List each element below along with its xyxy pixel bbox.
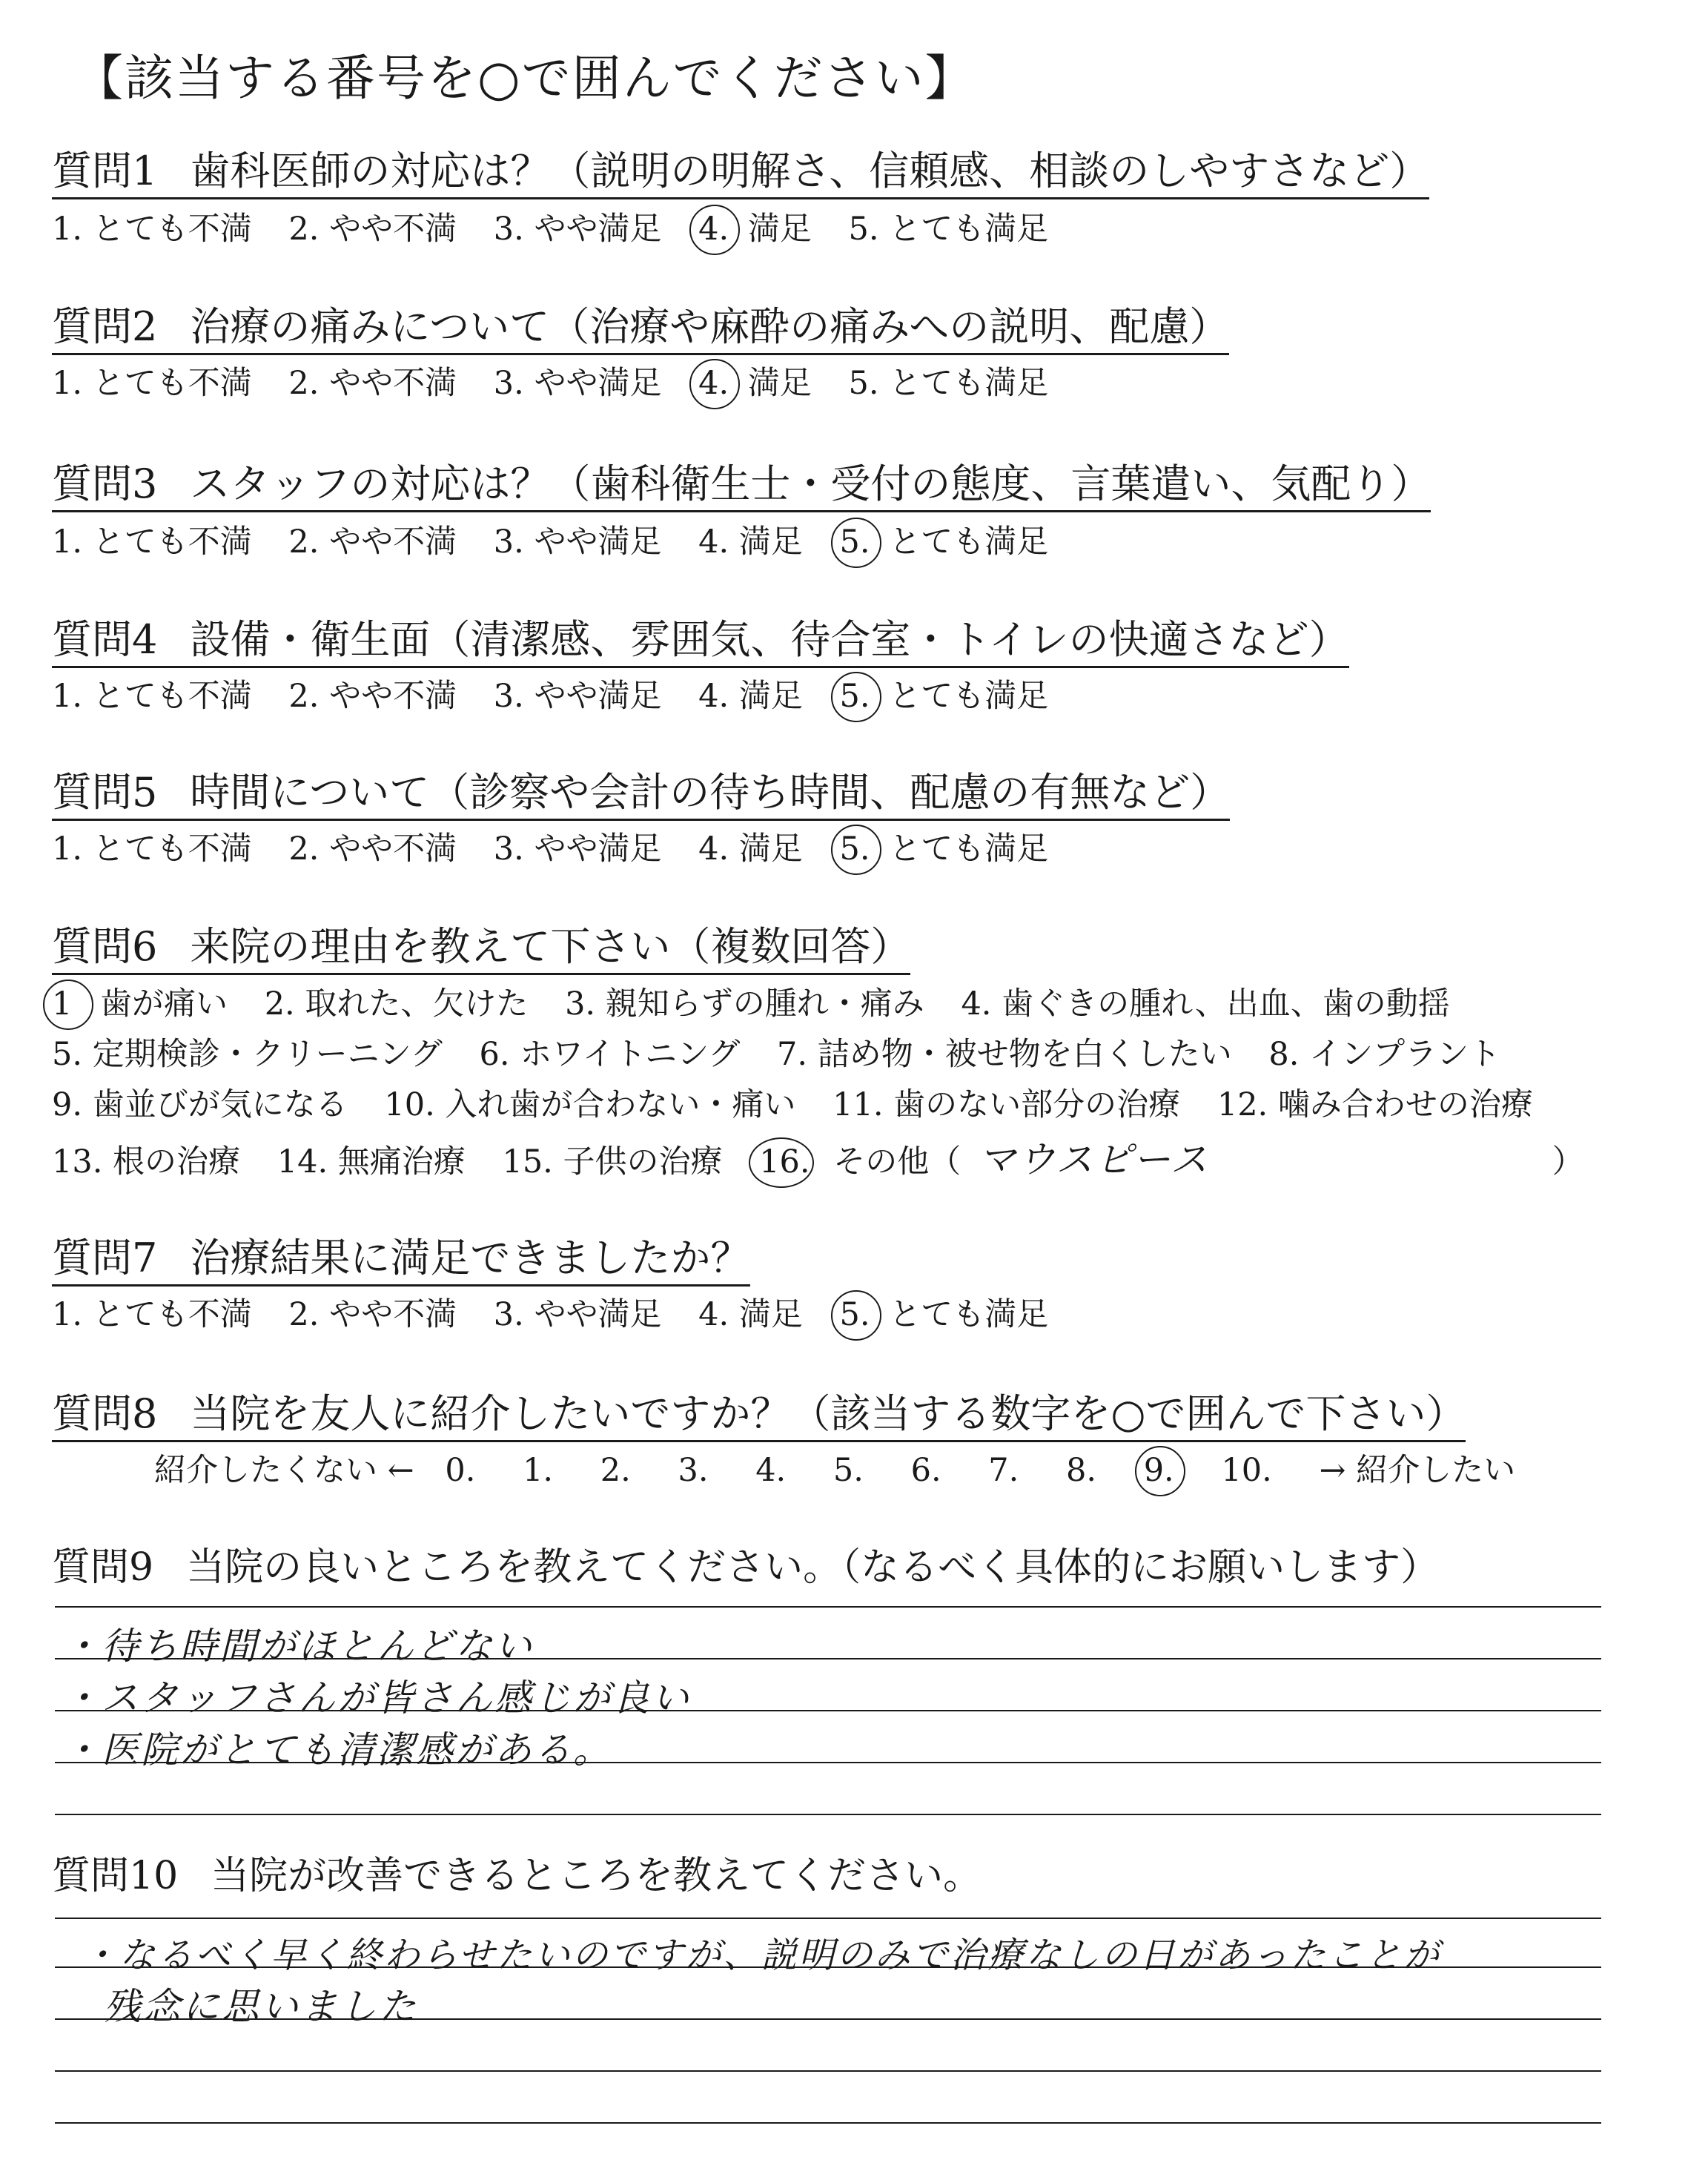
option-1[interactable]: 1. とても不満 [52, 1296, 252, 1333]
option-4[interactable]: 4. 満足 [698, 678, 803, 715]
question-8-text: 当院を友人に紹介したいですか？（該当する数字を○で囲んで下さい） [190, 1390, 1466, 1437]
option-5-selected[interactable]: 5. [839, 1296, 870, 1333]
option-3[interactable]: 3. やや満足 [493, 1296, 662, 1333]
question-4-text: 設備・衛生面（清潔感、雰囲気、待合室・トイレの快適さなど） [190, 616, 1349, 663]
reason-9[interactable]: 9. 歯並びが気になる [52, 1086, 348, 1123]
option-5-label: とても満足 [889, 678, 1049, 715]
option-2[interactable]: 2. やや不満 [288, 1296, 457, 1333]
question-10-text: 当院が改善できるところを教えてください。 [211, 1854, 982, 1898]
reason-other-label: その他（ [833, 1143, 961, 1180]
option-3[interactable]: 3. やや満足 [493, 524, 662, 561]
question-4-heading [52, 616, 1349, 668]
option-5-label: とても満足 [889, 830, 1049, 868]
option-5[interactable]: 5. とても満足 [848, 365, 1049, 402]
reason-12[interactable]: 12. 噛み合わせの治療 [1217, 1086, 1533, 1123]
question-1-options [52, 211, 1075, 248]
option-5-selected[interactable]: 5. [839, 678, 870, 715]
reason-13[interactable]: 13. 根の治療 [52, 1143, 241, 1180]
question-2-heading [52, 303, 1230, 355]
question-4-label: 質問4 [52, 616, 158, 663]
option-2[interactable]: 2. やや不満 [288, 524, 457, 561]
scale-8[interactable]: 8. [1066, 1452, 1097, 1489]
question-5-label: 質問5 [52, 769, 158, 816]
option-3[interactable]: 3. やや満足 [493, 830, 662, 868]
scale-3[interactable]: 3. [678, 1452, 709, 1489]
option-4-label: 満足 [747, 211, 812, 248]
question-7-text: 治療結果に満足できましたか？ [190, 1235, 751, 1281]
reason-11[interactable]: 11. 歯のない部分の治療 [833, 1086, 1181, 1123]
answer-line [55, 2122, 1601, 2124]
answer-line [55, 1814, 1601, 1815]
question-2-label: 質問2 [52, 303, 158, 350]
reason-other-answer[interactable]: マウスピース [978, 1138, 1210, 1181]
option-2[interactable]: 2. やや不満 [288, 678, 457, 715]
question-1-label: 質問1 [52, 148, 158, 194]
scale-1[interactable]: 1. [523, 1452, 554, 1489]
option-5-selected[interactable]: 5. [839, 830, 870, 868]
scale-0[interactable]: 0. [445, 1452, 476, 1489]
reason-4[interactable]: 4. 歯ぐきの腫れ、出血、歯の動揺 [961, 985, 1450, 1023]
option-1[interactable]: 1. とても不満 [52, 830, 252, 868]
option-4-selected[interactable]: 4. [698, 365, 729, 402]
question-9-text: 当院の良いところを教えてください。（なるべく具体的にお願いします） [186, 1545, 1440, 1590]
question-3-text: スタッフの対応は？（歯科衛生士・受付の態度、言葉遣い、気配り） [190, 460, 1431, 507]
q10-answer-1[interactable]: ・なるべく早く終わらせたいのですが、説明のみで治療なしの日があったことが [82, 1935, 1442, 1976]
q9-answer-1[interactable]: ・待ち時間がほとんどない [62, 1625, 534, 1668]
scale-6[interactable]: 6. [910, 1452, 941, 1489]
question-3-heading [52, 460, 1431, 512]
question-7-options [52, 1296, 1075, 1333]
option-3[interactable]: 3. やや満足 [493, 678, 662, 715]
option-4[interactable]: 4. 満足 [698, 830, 803, 868]
question-3-label: 質問3 [52, 460, 158, 507]
question-7-heading [52, 1235, 751, 1287]
question-1-text: 歯科医師の対応は？（説明の明解さ、信頼感、相談のしやすさなど） [190, 148, 1430, 194]
q10-answer-2[interactable]: 残念に思いました [104, 1985, 418, 2028]
scale-4[interactable]: 4. [755, 1452, 787, 1489]
question-6-row-1 [52, 985, 1477, 1023]
scale-5[interactable]: 5. [833, 1452, 864, 1489]
reason-16-selected[interactable]: 16. [759, 1143, 810, 1180]
question-3-options [52, 524, 1075, 561]
question-2-text: 治療の痛みについて（治療や麻酔の痛みへの説明、配慮） [190, 303, 1230, 350]
question-6-label: 質問6 [52, 923, 158, 970]
option-3[interactable]: 3. やや満足 [493, 211, 662, 248]
reason-5[interactable]: 5. 定期検診・クリーニング [52, 1036, 443, 1073]
option-1[interactable]: 1. とても不満 [52, 211, 252, 248]
question-6-row-3 [52, 1086, 1560, 1123]
question-6-heading [52, 923, 911, 975]
option-2[interactable]: 2. やや不満 [288, 830, 457, 868]
scale-7[interactable]: 7. [988, 1452, 1019, 1489]
q9-answer-2[interactable]: ・スタッフさんが皆さん感じが良い [62, 1677, 691, 1720]
question-10-heading [52, 1854, 982, 1898]
question-5-heading [52, 769, 1231, 821]
option-4[interactable]: 4. 満足 [698, 524, 803, 561]
question-2-options [52, 365, 1075, 402]
option-1[interactable]: 1. とても不満 [52, 524, 252, 561]
option-3[interactable]: 3. やや満足 [493, 365, 662, 402]
question-1-heading [52, 148, 1430, 199]
scale-2[interactable]: 2. [600, 1452, 631, 1489]
option-4[interactable]: 4. 満足 [698, 1296, 803, 1333]
option-1[interactable]: 1. とても不満 [52, 365, 252, 402]
question-10-label: 質問10 [52, 1854, 179, 1898]
option-4-label: 満足 [747, 365, 812, 402]
question-5-options [52, 830, 1075, 868]
option-5-label: とても満足 [889, 524, 1049, 561]
reason-14[interactable]: 14. 無痛治療 [277, 1143, 466, 1180]
scale-right-label: → 紹介したい [1319, 1452, 1516, 1489]
reason-10[interactable]: 10. 入れ歯が合わない・痛い [384, 1086, 796, 1123]
option-5-selected[interactable]: 5. [839, 524, 870, 561]
question-8-scale [154, 1452, 1542, 1489]
option-1[interactable]: 1. とても不満 [52, 678, 252, 715]
option-2[interactable]: 2. やや不満 [288, 365, 457, 402]
scale-9-selected[interactable]: 9. [1143, 1452, 1174, 1489]
question-6-row-2 [52, 1036, 1527, 1073]
scale-left-label: 紹介したくない ← [154, 1452, 414, 1489]
question-9-heading [52, 1545, 1440, 1590]
answer-line [55, 1606, 1601, 1608]
question-8-label: 質問8 [52, 1390, 158, 1437]
reason-7[interactable]: 7. 詰め物・被せ物を白くしたい [777, 1036, 1232, 1073]
option-2[interactable]: 2. やや不満 [288, 211, 457, 248]
reason-3[interactable]: 3. 親知らずの腫れ・痛み [565, 985, 924, 1023]
q9-answer-3[interactable]: ・医院がとても清潔感がある。 [62, 1728, 612, 1771]
question-7-label: 質問7 [52, 1235, 158, 1281]
reason-1-label: 歯が痛い [100, 985, 228, 1023]
question-4-options [52, 678, 1075, 715]
option-4-selected[interactable]: 4. [698, 211, 729, 248]
reason-15[interactable]: 15. 子供の治療 [502, 1143, 723, 1180]
scale-10[interactable]: 10. [1221, 1452, 1272, 1489]
reason-1-selected[interactable]: 1 [52, 985, 73, 1023]
option-5[interactable]: 5. とても満足 [848, 211, 1049, 248]
reason-other-close: ） [1552, 1143, 1584, 1180]
question-8-heading [52, 1390, 1466, 1442]
question-6-text: 来院の理由を教えて下さい（複数回答） [190, 923, 911, 970]
form-title: 【該当する番号を○で囲んでください】 [74, 50, 976, 107]
reason-2[interactable]: 2. 取れた、欠けた [264, 985, 529, 1023]
answer-line [55, 1918, 1601, 1919]
question-9-label: 質問9 [52, 1545, 154, 1590]
question-6-row-4 [52, 1138, 1611, 1181]
reason-8[interactable]: 8. インプラント [1268, 1036, 1501, 1073]
question-5-text: 時間について（診察や会計の待ち時間、配慮の有無など） [190, 769, 1231, 816]
reason-6[interactable]: 6. ホワイトニング [479, 1036, 741, 1073]
option-5-label: とても満足 [889, 1296, 1049, 1333]
answer-line [55, 2070, 1601, 2072]
